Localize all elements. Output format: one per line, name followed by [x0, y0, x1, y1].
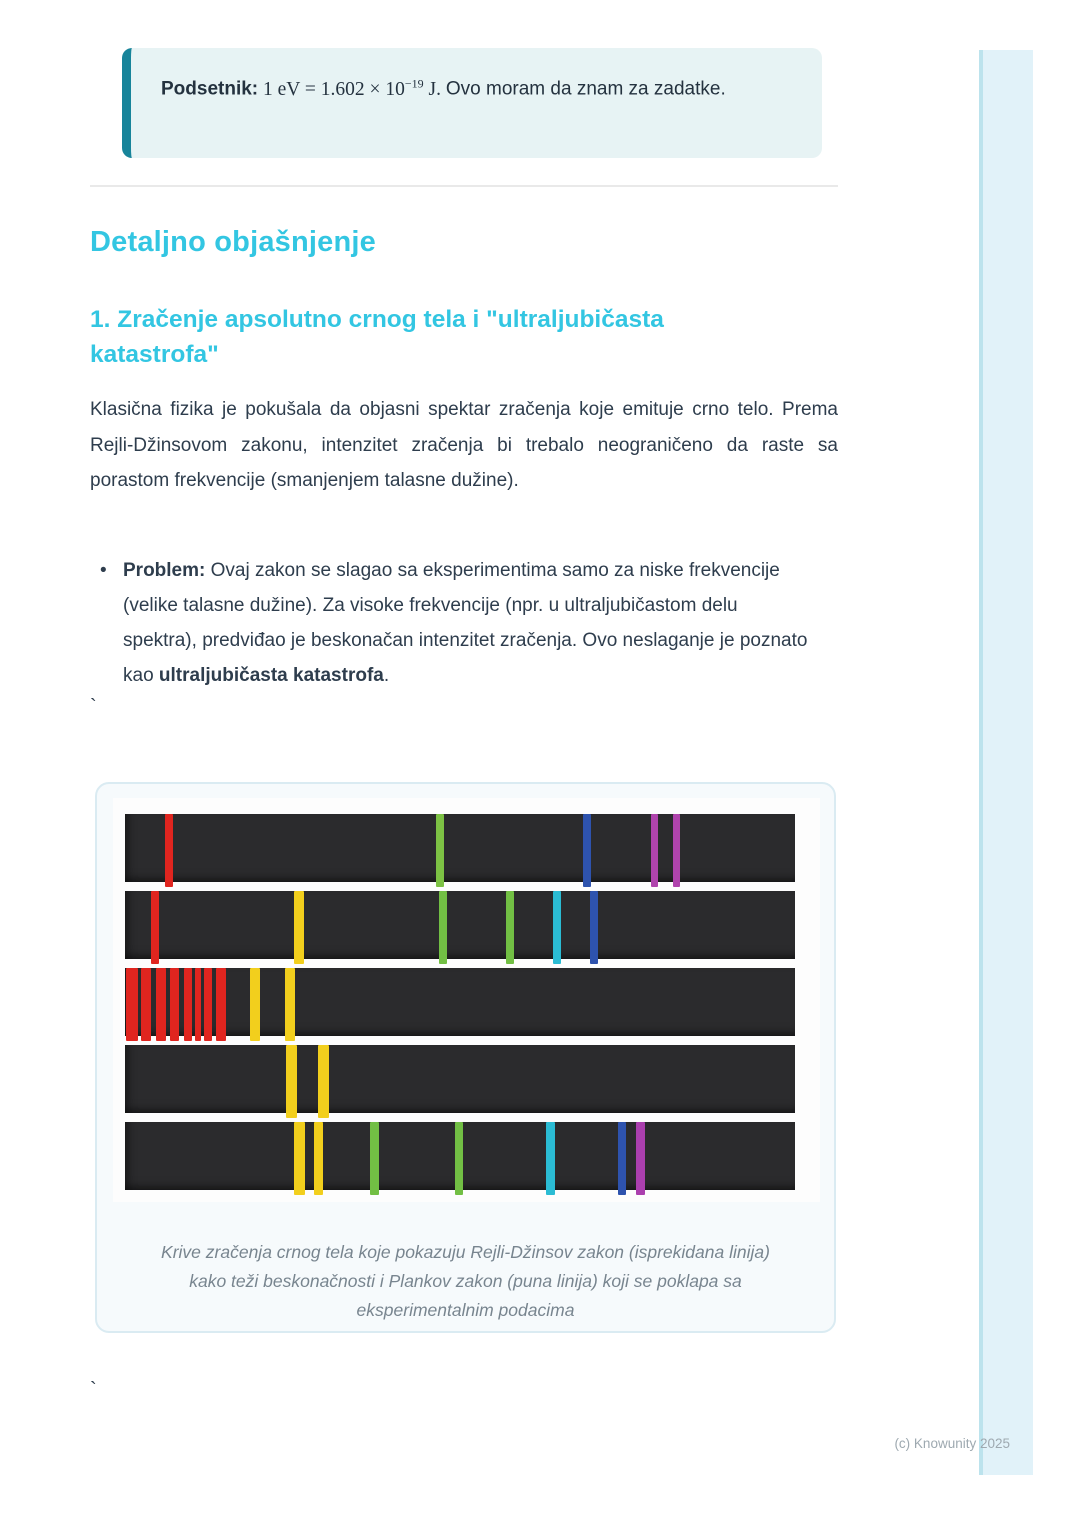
spectral-line [151, 891, 159, 964]
stray-backtick-top: ` [90, 696, 97, 718]
spectral-line [651, 814, 658, 887]
right-margin-strip [979, 50, 1033, 1475]
spectra-image [113, 798, 820, 1202]
reminder-text [161, 65, 796, 108]
body-paragraph: Klasična fizika je pokušala da objasni spektar zračenja koje emituje crno telo. Prema Rejli-Džinsovom zakonu, intenzitet zračenja bi trebalo neograničeno da raste sa porastom frekvencije (smanjenjem talasne dužine). [90, 399, 838, 491]
spectral-line [636, 1122, 645, 1195]
spectral-line [141, 968, 151, 1041]
spectral-line [216, 968, 226, 1041]
spectral-line [583, 814, 591, 887]
spectral-line [195, 968, 201, 1041]
spectra-figure-card [95, 782, 836, 1333]
problem-period: . [383, 665, 390, 686]
copyright-notice: (c) Knowunity 2025 [894, 1436, 1010, 1451]
spectral-line [285, 968, 295, 1041]
formula-exponent: −19 [404, 76, 424, 90]
page-heading: Detaljno objašnjenje [90, 226, 376, 258]
problem-body: Ovaj zakon se slagao sa eksperimentima samo za niske frekvencije (velike talasne dužine). Za visoke frekvencije (npr. u ultraljubičastom delu spektra), predviđao je beskonačan intenzitet zračenja. Ovo neslaganje je poznato kao [123, 560, 808, 686]
stray-backtick-bottom: ` [90, 1379, 97, 1401]
spectral-line [455, 1122, 463, 1195]
spectral-line [204, 968, 212, 1041]
figure-caption: Krive zračenja crnog tela koje pokazuju Rejli-Džinsov zakon (isprekidana linija) kako teži beskonačnosti i Plankov zakon (puna linija) koji se poklapa sa eksperimentalnim podacima [161, 1242, 770, 1320]
spectral-line [618, 1122, 626, 1195]
spectral-line [165, 814, 173, 887]
spectral-line [553, 891, 561, 964]
problem-label: Problem: [123, 560, 206, 581]
spectral-line [170, 968, 179, 1041]
spectral-line [370, 1122, 379, 1195]
spectrum-bar-4 [125, 1045, 795, 1113]
section-divider [90, 185, 838, 187]
spectral-line [436, 814, 444, 887]
spectral-line [250, 968, 260, 1041]
spectral-line [294, 1122, 305, 1195]
section-subheading: 1. Zračenje apsolutno crnog tela i "ultraljubičasta katastrofa" [90, 306, 664, 368]
spectrum-bar-2 [125, 891, 795, 959]
problem-bullet-text [123, 553, 812, 693]
spectral-line [590, 891, 598, 964]
spectral-line [286, 1045, 297, 1118]
bullet-marker: • [100, 560, 107, 581]
spectral-line [439, 891, 447, 964]
spectral-line [546, 1122, 555, 1195]
spectral-line [673, 814, 680, 887]
catastrophe-term: ultraljubičasta katastrofa [158, 665, 384, 686]
spectrum-bar-3 [125, 968, 795, 1036]
reminder-label: Podsetnik: [161, 78, 259, 100]
spectral-line [318, 1045, 329, 1118]
problem-bullet-item [100, 553, 812, 693]
spectral-line [314, 1122, 323, 1195]
ev-joule-formula [258, 76, 446, 100]
reminder-sentence: Ovo moram da znam za zadatke. [445, 78, 726, 100]
formula-base: 1 eV = 1.602 × 10 [258, 78, 405, 100]
spectrum-bar-5 [125, 1122, 795, 1190]
spectral-line [184, 968, 192, 1041]
spectral-line [506, 891, 514, 964]
spectrum-bar-1 [125, 814, 795, 882]
spectral-line [156, 968, 166, 1041]
formula-unit: J. [423, 78, 446, 100]
spectral-line [294, 891, 304, 964]
spectral-line [126, 968, 138, 1041]
reminder-callout [122, 48, 822, 158]
